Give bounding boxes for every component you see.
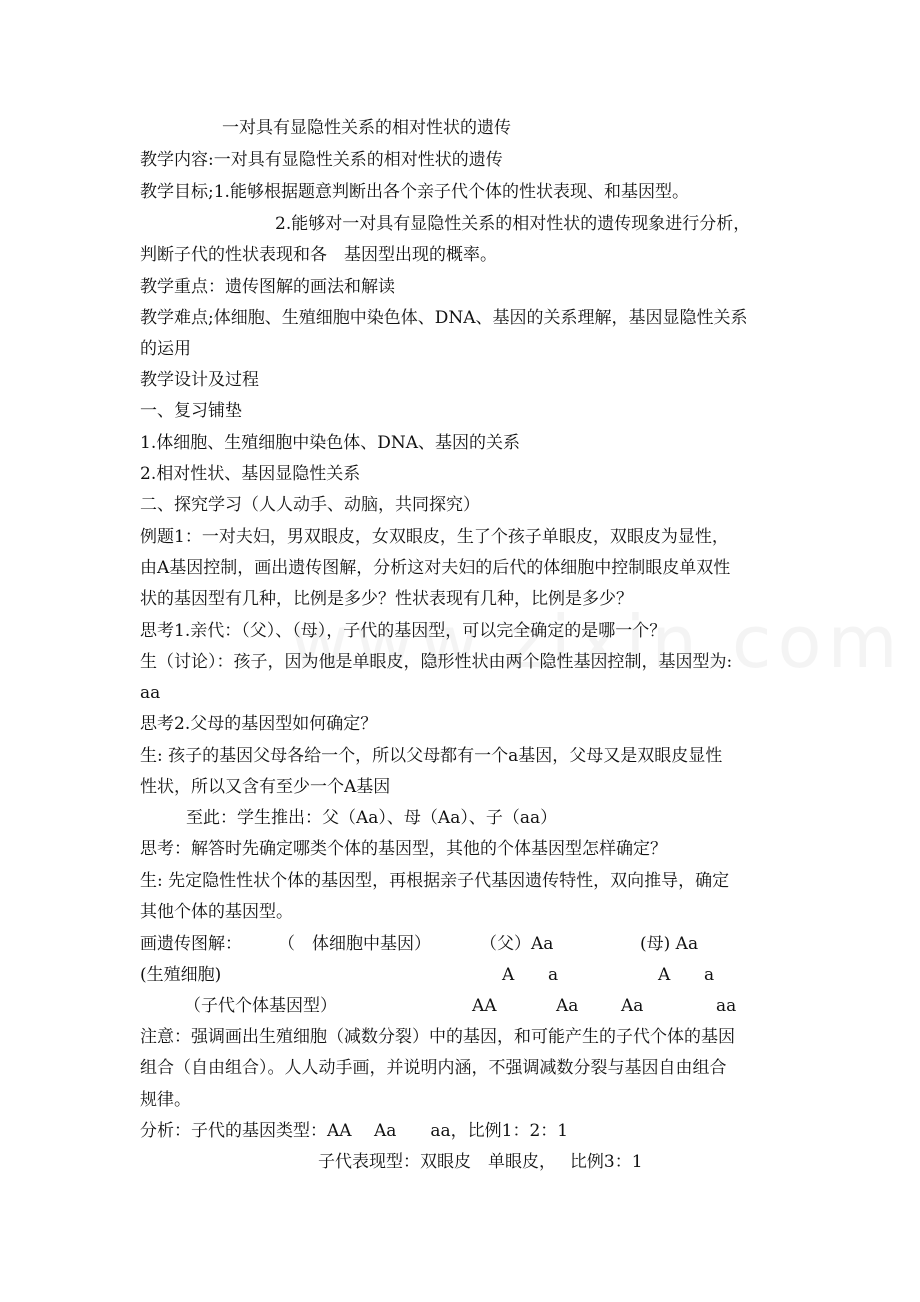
text-line: 分析：子代的基因类型：AA Aa aa，比例1：2：1 [140,1121,569,1141]
text-line: 性状，所以又含有至少一个A基因 [140,777,391,797]
diagram-label: 画遗传图解： [140,934,242,954]
text-line: 一、复习铺垫 [140,401,242,421]
diagram-gamete: a [704,965,715,985]
diagram-mother: (母) Aa [640,934,699,954]
diagram-offspring: Aa [556,996,579,1016]
text-line: 思考1.亲代：（父）、（母），子代的基因型，可以完全确定的是哪一个？ [140,621,667,641]
diagram-offspring-label: （子代个体基因型） [184,996,337,1016]
text-line: 其他个体的基因型。 [140,902,293,922]
diagram-gamete: A [658,965,671,985]
text-line: 由A基因控制，画出遗传图解，分析这对夫妇的后代的体细胞中控制眼皮单双性 [140,558,731,578]
text-line: 注意：强调画出生殖细胞（减数分裂）中的基因，和可能产生的子代个体的基因 [140,1027,735,1047]
diagram-offspring: Aa [621,996,644,1016]
text-line: 生（讨论）：孩子，因为他是单眼皮，隐形性状由两个隐性基因控制，基因型为: [140,652,733,672]
text-line: 规律。 [140,1090,191,1110]
text-line: aa [140,683,161,703]
diagram-offspring: AA [472,996,497,1016]
text-line: 思考2.父母的基因型如何确定？ [140,714,378,734]
text-line: 教学内容:一对具有显隐性关系的相对性状的遗传 [140,150,503,170]
diagram-gamete: a [548,965,559,985]
text-line: 思考：解答时先确定哪类个体的基因型，其他的个体基因型怎样确定？ [140,839,667,859]
text-line: 判断子代的性状表现和各 基因型出现的概率。 [140,245,497,265]
document-title: 一对具有显隐性关系的相对性状的遗传 [222,118,511,138]
text-line: 至此：学生推出：父（Aa）、母（Aa）、子（aa） [186,808,558,828]
text-line: 教学目标;1.能够根据题意判断出各个亲子代个体的性状表现、和基因型。 [140,182,689,202]
diagram-gamete-label: (生殖细胞) [140,965,222,985]
text-line: 1.体细胞、生殖细胞中染色体、DNA、基因的关系 [140,433,521,453]
diagram-gamete: A [502,965,515,985]
diagram-offspring: aa [716,996,737,1016]
diagram-somatic-label: （ 体细胞中基因） [278,934,431,954]
text-line: 教学难点;体细胞、生殖细胞中染色体、DNA、基因的关系理解，基因显隐性关系 [140,308,748,328]
text-line: 组合（自由组合）。人人动手画，并说明内涵，不强调减数分裂与基因自由组合 [140,1058,727,1078]
text-line: 例题1：一对夫妇，男双眼皮，女双眼皮，生了个孩子单眼皮，双眼皮为显性， [140,527,729,547]
text-line: 生: 先定隐性性状个体的基因型，再根据亲子代基因遗传特性，双向推导，确定 [140,871,730,891]
text-line: 子代表现型：双眼皮 单眼皮， 比例3：1 [318,1152,643,1172]
text-line: 教学重点：遗传图解的画法和解读 [140,277,395,297]
text-line: 的运用 [140,339,191,359]
text-line: 教学设计及过程 [140,370,259,390]
text-line: 二、探究学习（人人动手、动脑，共同探究） [140,495,480,515]
diagram-father: （父）Aa [480,934,554,954]
text-line: 状的基因型有几种，比例是多少？性状表现有几种，比例是多少？ [140,589,633,609]
text-line: 生: 孩子的基因父母各给一个，所以父母都有一个a基因，父母又是双眼皮显性 [140,746,723,766]
text-line: 2.能够对一对具有显隐性关系的相对性状的遗传现象进行分析， [275,214,751,234]
text-line: 2.相对性状、基因显隐性关系 [140,464,361,484]
